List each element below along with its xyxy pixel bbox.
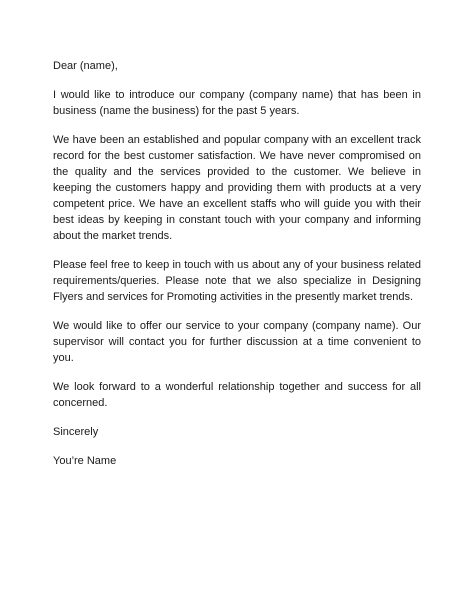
letter-greeting: Dear (name), xyxy=(53,60,118,72)
paragraph-service-offer: We would like to offer our service to your company (company name). Our supervisor will contact you for further discussion at a time convenient to you. xyxy=(53,320,421,364)
paragraph-company-background: We have been an established and popular company with an excellent track record for the best customer satisfaction. We have never compromised on the quality and the services provided to the customer. We believe in keeping the customers happy and providing them with products at a very competent price. We have an excellent staffs who will guide you with their best ideas by keeping in constant touch with your company and informing about the market trends. xyxy=(53,134,421,242)
paragraph-closing-remark: We look forward to a wonderful relationship together and success for all concerned. xyxy=(53,381,421,409)
letter-closing: Sincerely xyxy=(53,426,99,438)
paragraph-introduction: I would like to introduce our company (company name) that has been in business (name the business) for the past 5 years. xyxy=(53,89,421,117)
letter-signature: You’re Name xyxy=(53,455,117,467)
letter-body xyxy=(53,58,421,482)
paragraph-contact-invitation: Please feel free to keep in touch with us about any of your business related requirements/queries. Please note that we also specialize in Designing Flyers and services for Promoting activities in the presently market trends. xyxy=(53,259,421,303)
